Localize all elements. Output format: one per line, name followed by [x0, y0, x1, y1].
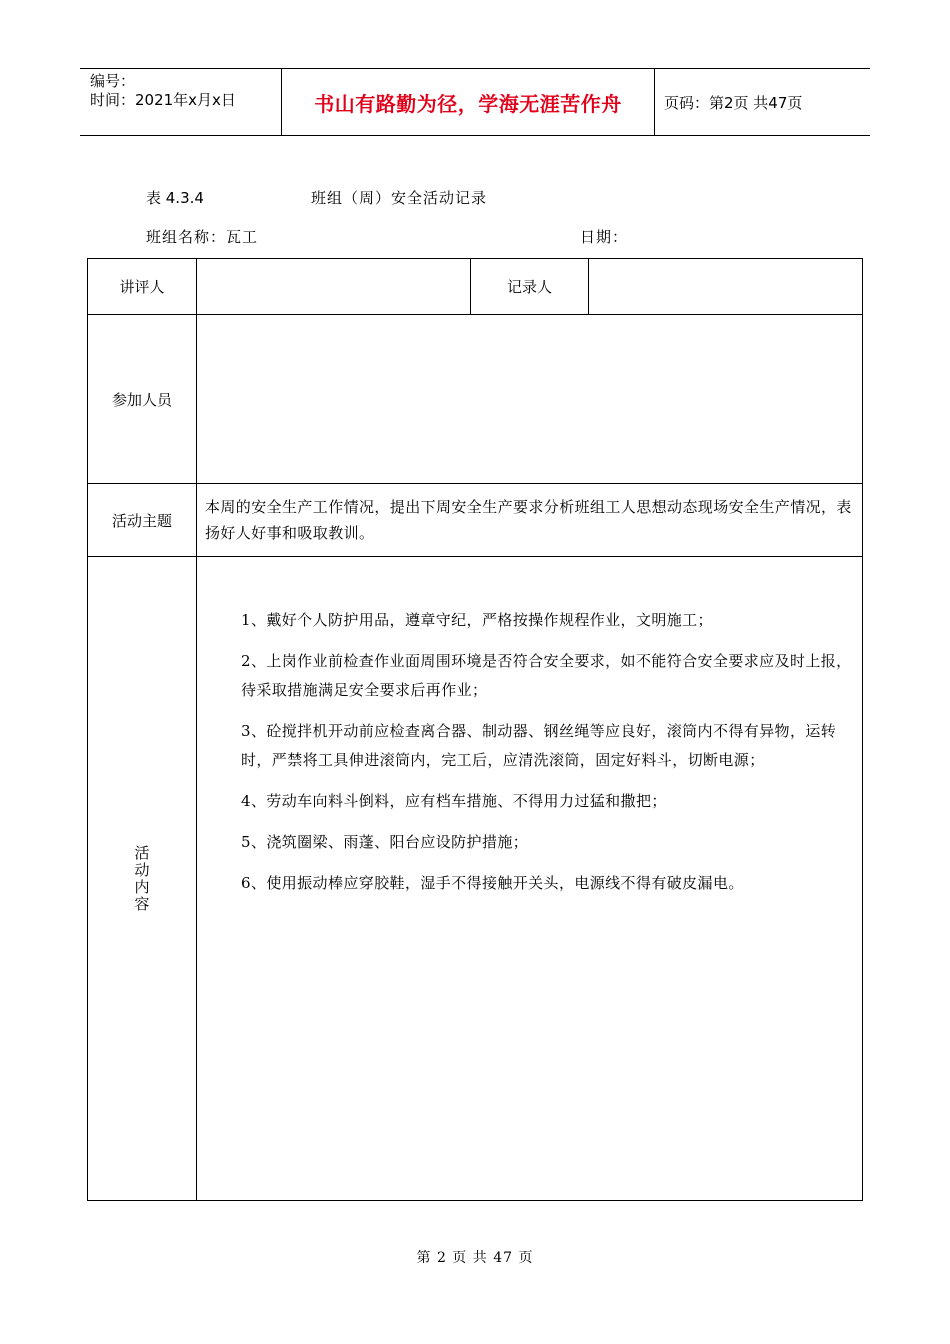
- topic-label: 活动主题: [88, 484, 197, 557]
- header-page-info: 页码：第2页 共47页: [664, 94, 803, 112]
- header-meta: [90, 72, 236, 110]
- participants-field[interactable]: [197, 315, 863, 484]
- time-label: 时间：2021年x月x日: [90, 91, 236, 109]
- form-title: 班组（周）安全活动记录: [311, 189, 488, 207]
- recorder-field[interactable]: [589, 259, 863, 315]
- content-cell: [197, 557, 863, 1201]
- header-motto: 书山有路勤为径，学海无涯苦作舟: [314, 91, 622, 116]
- content-item: 3、砼搅拌机开动前应检查离合器、制动器、钢丝绳等应良好，滚筒内不得有异物，运转时，严禁将工具伸进滚筒内，完工后，应清洗滚筒，固定好料斗，切断电源；: [241, 722, 837, 769]
- content-item: 1、戴好个人防护用品，遵章守纪，严格按操作规程作业，文明施工；: [241, 611, 713, 629]
- recorder-label: 记录人: [471, 259, 589, 315]
- content-item: 2、上岗作业前检查作业面周围环境是否符合安全要求，如不能符合安全要求应及时上报，待采取措施满足安全要求后再作业；: [241, 652, 852, 699]
- date-label: 日期：: [580, 228, 629, 246]
- content-label-char: 动: [134, 860, 150, 879]
- number-label: 编号：: [90, 72, 136, 90]
- page-footer: 第 2 页 共 47 页: [416, 1250, 534, 1266]
- team-name: 班组名称：瓦工: [146, 228, 259, 246]
- content-label-char: 活: [134, 843, 150, 862]
- form-number: 表 4.3.4: [146, 189, 204, 207]
- content-item: 6、使用振动棒应穿胶鞋，湿手不得接触开关头，电源线不得有破皮漏电。: [241, 874, 744, 892]
- content-label-char: 容: [134, 894, 150, 913]
- content-label-char: 内: [134, 877, 150, 896]
- content-item: 4、劳动车向料斗倒料，应有档车措施、不得用力过猛和撒把；: [241, 792, 667, 810]
- reviewer-field[interactable]: [197, 259, 471, 315]
- content-label-vertical: [135, 845, 150, 913]
- participants-label: 参加人员: [88, 315, 197, 484]
- reviewer-label: 讲评人: [88, 259, 197, 315]
- header-divider-right: [654, 68, 655, 136]
- activity-record-table: [87, 258, 863, 1201]
- topic-text: 本周的安全生产工作情况，提出下周安全生产要求分析班组工人思想动态现场安全生产情况，表扬好人好事和吸取教训。: [197, 484, 863, 557]
- content-item: 5、浇筑圈梁、雨蓬、阳台应设防护措施；: [241, 833, 529, 851]
- content-label: [88, 557, 197, 1201]
